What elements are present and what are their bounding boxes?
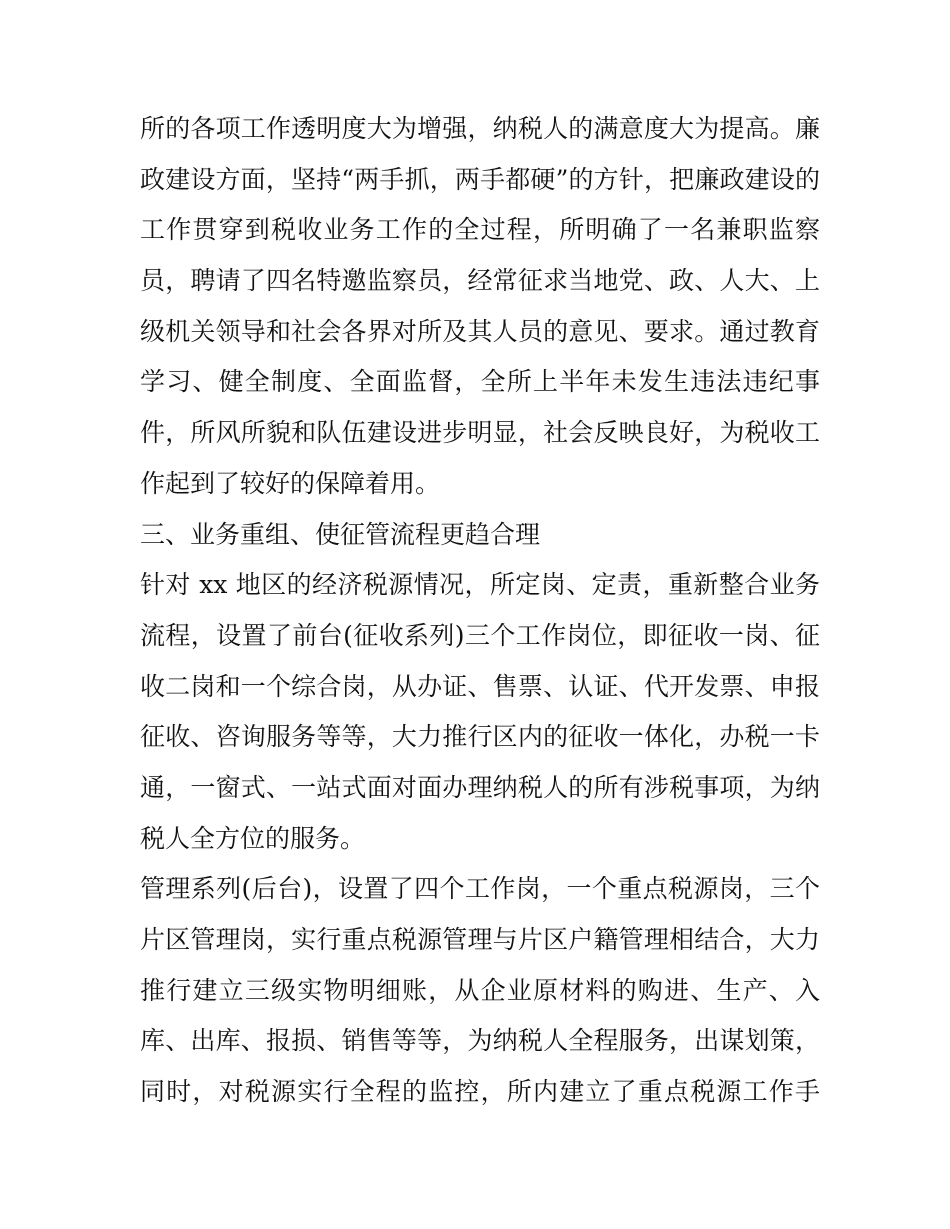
text-line: 通，一窗式、一站式面对面办理纳税人的所有涉税事项，为纳 <box>140 772 820 802</box>
text-line: 学习、健全制度、全面监督，全所上半年未发生违法违纪事 <box>140 367 820 397</box>
text-line: 流程，设置了前台(征收系列)三个工作岗位，即征收一岗、征 <box>140 620 820 650</box>
text-line: 政建设方面，坚持“两手抓，两手都硬”的方针，把廉政建设的 <box>140 164 820 194</box>
text-line: 同时，对税源实行全程的监控，所内建立了重点税源工作手 <box>140 1077 820 1107</box>
text-line: 员，聘请了四名特邀监察员，经常征求当地党、政、人大、上 <box>140 266 820 296</box>
text-line: 件，所风所貌和队伍建设进步明显，社会反映良好，为税收工 <box>140 418 820 448</box>
body-text <box>140 104 820 1118</box>
text-line: 片区管理岗，实行重点税源管理与片区户籍管理相结合，大力 <box>140 925 820 954</box>
text-line: 库、出库、报损、销售等等，为纳税人全程服务，出谋划策， <box>140 1026 820 1056</box>
text-line: 推行建立三级实物明细账，从企业原材料的购进、生产、入 <box>140 975 820 1005</box>
text-line: 针对 xx 地区的经济税源情况，所定岗、定责，重新整合业务 <box>140 570 820 600</box>
text-line: 税人全方位的服务。 <box>140 823 366 853</box>
section-heading: 三、业务重组、使征管流程更趋合理 <box>140 519 541 549</box>
text-line: 作起到了较好的保障着用。 <box>140 468 441 498</box>
text-line: 所的各项工作透明度大为增强，纳税人的满意度大为提高。廉 <box>140 114 820 143</box>
text-line: 工作贯穿到税收业务工作的全过程，所明确了一名兼职监察 <box>140 215 820 245</box>
text-line: 征收、咨询服务等等，大力推行区内的征收一体化，办税一卡 <box>140 722 820 752</box>
text-line: 级机关领导和社会各界对所及其人员的意见、要求。通过教育 <box>140 316 820 346</box>
text-line: 收二岗和一个综合岗，从办证、售票、认证、代开发票、申报 <box>140 671 820 701</box>
text-line: 管理系列(后台)，设置了四个工作岗，一个重点税源岗，三个 <box>140 874 820 904</box>
